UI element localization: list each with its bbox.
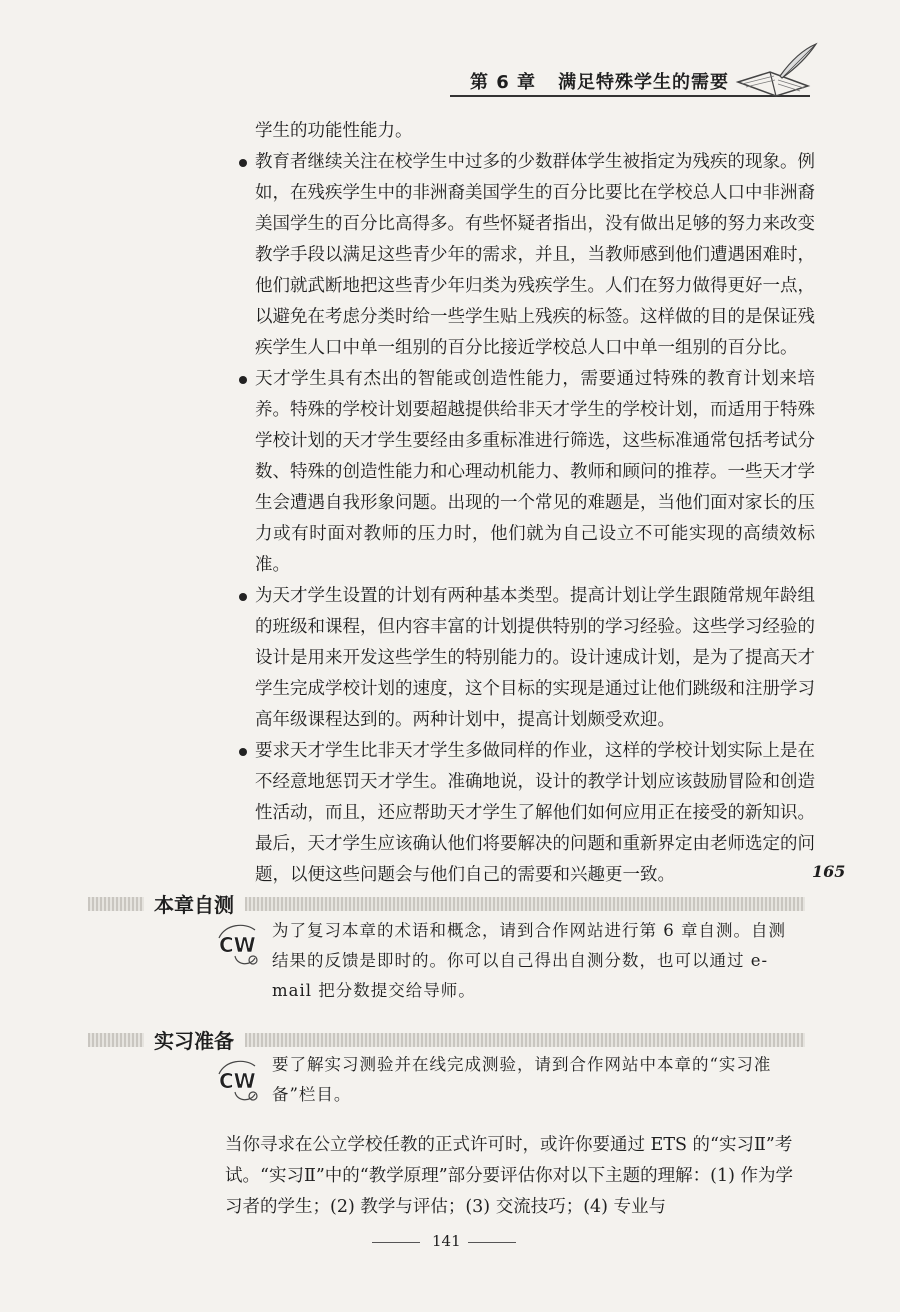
section-band-left (88, 897, 144, 911)
self-test-text: 为了复习本章的术语和概念，请到合作网站进行第 6 章自测。自测结果的反馈是即时的。你可以自己得出自测分数，也可以通过 e-mail 把分数提交给导师。 (272, 921, 786, 1000)
lead-line: 学生的功能性能力。 (255, 121, 413, 141)
page-number: 141 (432, 1232, 461, 1250)
section-band-right (245, 1033, 805, 1047)
side-page-number: 165 (812, 862, 846, 881)
section-band-right (245, 897, 805, 911)
chapter-number: 第 6 章 (470, 72, 537, 93)
section-band-left (88, 1033, 144, 1047)
bullet-item: 教育者继续关注在校学生中过多的少数群体学生被指定为残疾的现象。例如，在残疾学生中的非洲裔美国学生的百分比要比在学校总人口中非洲裔美国学生的百分比高得多。有些怀疑者指出，没有做出足够的努力来改变教学手段以满足这些青少年的需求，并且，当教师感到他们遭遇困难时，他们就武断地把这些青少年归类为残疾学生。人们在努力做得更好一点，以避免在考虑分类时给一些学生贴上残疾的标签。这样做的目的是保证残疾学生人口中单一组别的百分比接近学校总人口中单一组别的百分比。 (255, 147, 815, 364)
cw-logo-icon (215, 1056, 267, 1104)
footer-rule-right (468, 1242, 516, 1243)
chapter-title: 满足特殊学生的需要 (558, 72, 730, 93)
section-title-self-test: 本章自测 (148, 889, 240, 918)
section-title-practice: 实习准备 (148, 1025, 240, 1054)
body-paragraph: 当你寻求在公立学校任教的正式许可时，或许你要通过 ETS 的“实习Ⅱ”考试。“实习Ⅱ”中的“教学原理”部分要评估你对以下主题的理解：(1) 作为学习者的学生；(2) 教学与评估；(3) 交流技巧；(4) 专业与 (225, 1135, 794, 1217)
page-footer (372, 1232, 532, 1252)
bullet-item: 为天才学生设置的计划有两种基本类型。提高计划让学生跟随常规年龄组的班级和课程，但内容丰富的计划提供特别的学习经验。这些学习经验的设计是用来开发这些学生的特别能力的。设计速成计划，是为了提高天才学生完成学校计划的速度，这个目标的实现是通过让他们跳级和注册学习高年级课程达到的。两种计划中，提高计划颇受欢迎。 (255, 581, 815, 736)
bullet-item: 天才学生具有杰出的智能或创造性能力，需要通过特殊的教育计划来培养。特殊的学校计划要超越提供给非天才学生的学校计划，而适用于特殊学校计划的天才学生要经由多重标准进行筛选，这些标准通常包括考试分数、特殊的创造性能力和心理动机能力、教师和顾问的推荐。一些天才学生会遭遇自我形象问题。出现的一个常见的难题是，当他们面对家长的压力或有时面对教师的压力时，他们就为自己设立不可能实现的高绩效标准。 (255, 364, 815, 581)
bullet-list (255, 147, 815, 891)
running-header (470, 68, 729, 94)
bullet-item: 要求天才学生比非天才学生多做同样的作业，这样的学校计划实际上是在不经意地惩罚天才学生。准确地说，设计的教学计划应该鼓励冒险和创造性活动，而且，还应帮助天才学生了解他们如何应用正在接受的新知识。最后，天才学生应该确认他们将要解决的问题和重新界定由老师选定的问题，以便这些问题会与他们自己的需要和兴趣更一致。 (255, 736, 815, 891)
footer-rule-left (372, 1242, 420, 1243)
practice-text: 要了解实习测验并在线完成测验，请到合作网站中本章的“实习准备”栏目。 (272, 1055, 772, 1104)
cw-logo-icon (215, 920, 267, 968)
cw-logo-text: CW (219, 1069, 256, 1093)
open-book-quill-icon (730, 42, 820, 98)
cw-logo-text: CW (219, 933, 256, 957)
